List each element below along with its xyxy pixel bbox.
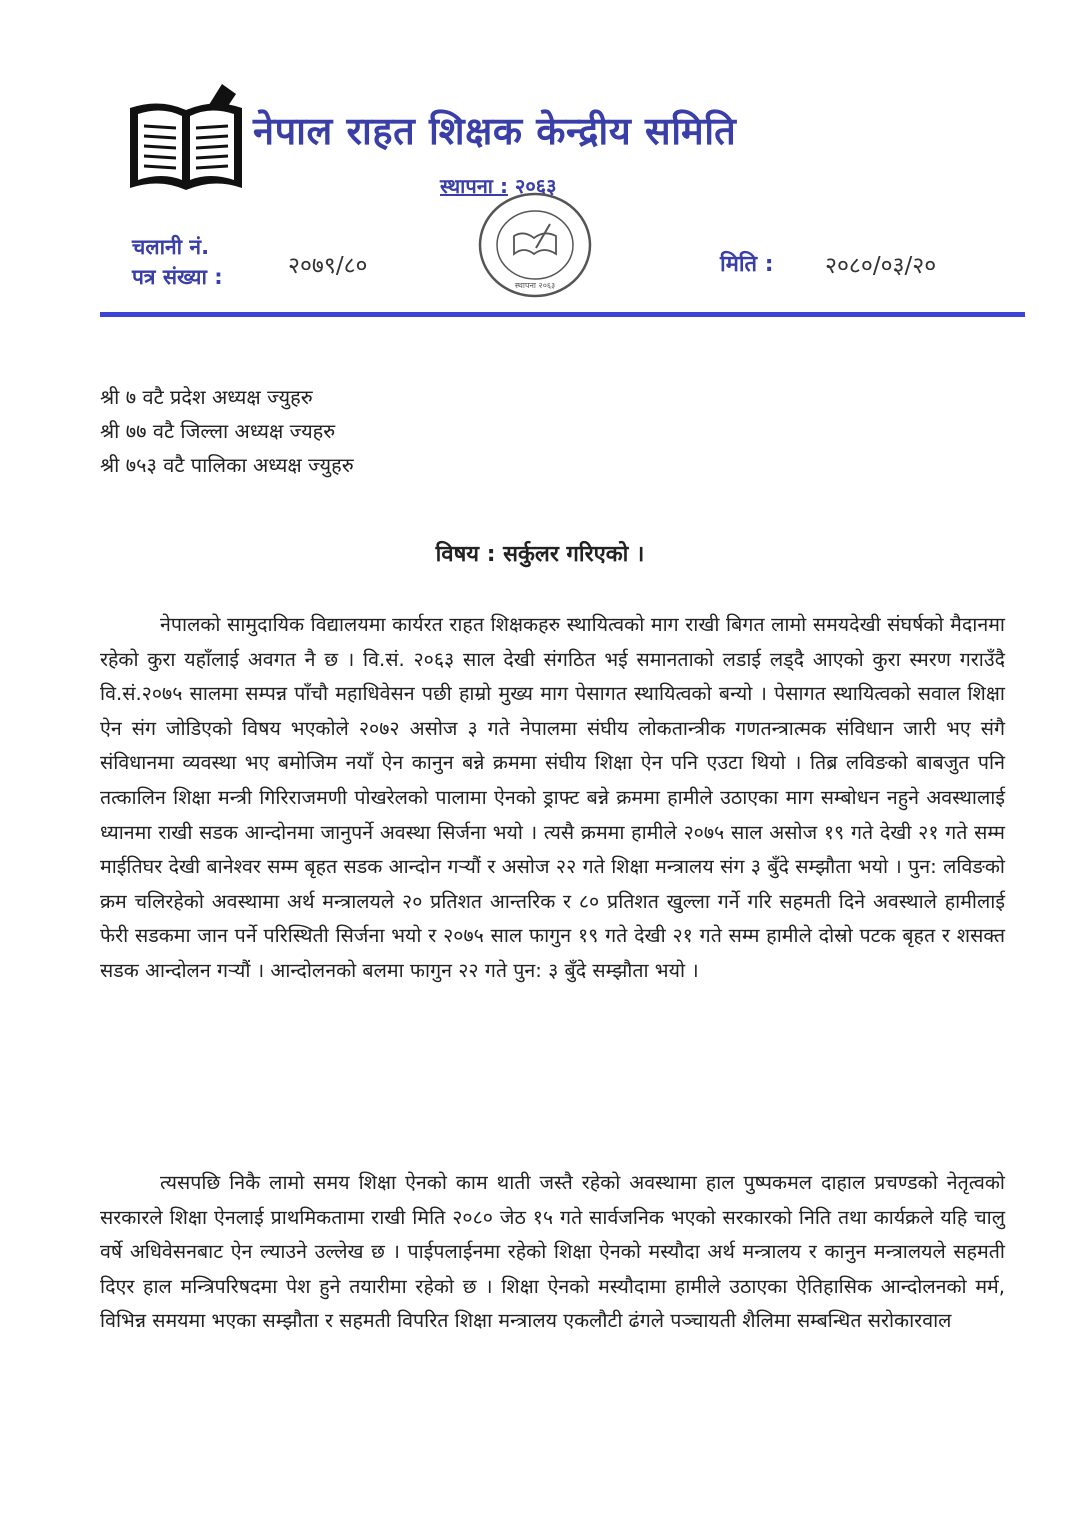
recipient-list bbox=[100, 380, 354, 482]
body-paragraph: त्यसपछि निकै लामो समय शिक्षा ऐनको काम थाती जस्तै रहेको अवस्थामा हाल पुष्पकमल दाहाल प्रचण्डको नेतृत्वको सरकारले शिक्षा ऐनलाई प्राथमिकतामा राखी मिति २०८० जेठ १५ गते सार्वजनिक भएको सरकारको निति तथा कार्यक्रले यहि चालु वर्षे अधिवेसनबाट ऐन ल्याउने उल्लेख छ । पाईपलाईनमा रहेको शिक्षा ऐनको मस्यौदा अर्थ मन्त्रालय र कानुन मन्त्रालयले सहमती दिएर हाल मन्त्रिपरिषदमा पेश हुने तयारीमा रहेको छ । शिक्षा ऐनको मस्यौदामा हामीले उठाएका ऐतिहासिक आन्दोलनको मर्म, विभिन्न समयमा भएका सम्झौता र सहमती विपरित शिक्षा मन्त्रालय एकलौटी ढंगले पञ्चायती शैलिमा सम्बन्धित सरोकारवाल bbox=[100, 1171, 1005, 1333]
date-label: मिति : bbox=[720, 252, 774, 277]
body-paragraph: नेपालको सामुदायिक विद्यालयमा कार्यरत राहत शिक्षकहरु स्थायित्वको माग राखी बिगत लामो समयदेखी संघर्षको मैदानमा रहेको कुरा यहाँलाई अवगत नै छ । वि.सं. २०६३ साल देखी संगठित भई समानताको लडाई लड्दै आएको कुरा स्मरण गराउँदै वि.सं.२०७५ सालमा सम्पन्न पाँचौ महाधिवेसन पछी हाम्रो मुख्य माग पेसागत स्थायित्वको बन्यो । पेसागत स्थायित्वको सवाल शिक्षा ऐन संग जोडिएको विषय भएकोले २०७२ असोज ३ गते नेपालमा संघीय लोकतान्त्रीक गणतन्त्रात्मक संविधान जारी भए संगै संविधानमा व्यवस्था भए बमोजिम नयाँ ऐन कानुन बन्ने क्रममा संघीय शिक्षा ऐन पनि एउटा थियो । तिब्र लविङको बाबजुत पनि तत्कालिन शिक्षा मन्त्री गिरिराजमणी पोखरेलको पालामा ऐनको ड्राफ्ट बन्ने क्रममा हामीले उठाएका माग सम्बोधन नहुने अवस्थालाई ध्यानमा राखी सडक आन्दोनमा जानुपर्ने अवस्था सिर्जना भयो । त्यसै क्रममा हामीले २०७५ साल असोज १९ गते देखी २१ गते सम्म माईतिघर देखी बानेश्वर सम्म बृहत सडक आन्दोन गर्‍यौं र असोज २२ गते शिक्षा मन्त्रालय संग ३ बुँदे सम्झौता भयो । पुन: लविङको क्रम चलिरहेको अवस्थामा अर्थ मन्त्रालयले २० प्रतिशत आन्तरिक र ८० प्रतिशत खुल्ला गर्ने गरि सहमती दिने अवस्थाले हामीलाई फेरी सडकमा जान पर्ने परिस्थिती सिर्जना भयो र २०७५ साल फागुन १९ गते देखी २१ गते सम्म हामीले दोस्रो पटक बृहत र शसक्त सडक आन्दोलन गर्‍यौं । आन्दोलनको बलमा फागुन २२ गते पुन: ३ बुँदे सम्झौता भयो । bbox=[100, 613, 1005, 982]
recipient-line: श्री ७७ वटै जिल्ला अध्यक्ष ज्यहरु bbox=[100, 419, 336, 443]
established-label: स्थापना : bbox=[440, 174, 508, 198]
subject-line: विषय : सर्कुलर गरिएको । bbox=[435, 542, 645, 567]
seal-year-text: स्थापना २०६३ bbox=[514, 281, 556, 290]
book-pen-logo-icon bbox=[124, 80, 254, 200]
recipient-line: श्री ७५३ वटै पालिका अध्यक्ष ज्युहरु bbox=[100, 453, 354, 477]
dispatch-no-label: चलानी नं. bbox=[132, 235, 210, 259]
organization-title: नेपाल राहत शिक्षक केन्द्रीय समिति bbox=[253, 109, 737, 153]
date-value: २०८०/०३/२० bbox=[825, 253, 937, 279]
dispatch-number: २०७९/८० bbox=[288, 253, 368, 279]
recipient-line: श्री ७ वटै प्रदेश अध्यक्ष ज्युहरु bbox=[100, 385, 313, 409]
letter-count-label: पत्र संख्या : bbox=[132, 265, 223, 289]
established-year: २०६३ bbox=[514, 174, 557, 198]
dispatch-labels bbox=[132, 232, 223, 292]
organization-seal-icon bbox=[476, 190, 594, 300]
header-divider bbox=[100, 312, 1025, 317]
